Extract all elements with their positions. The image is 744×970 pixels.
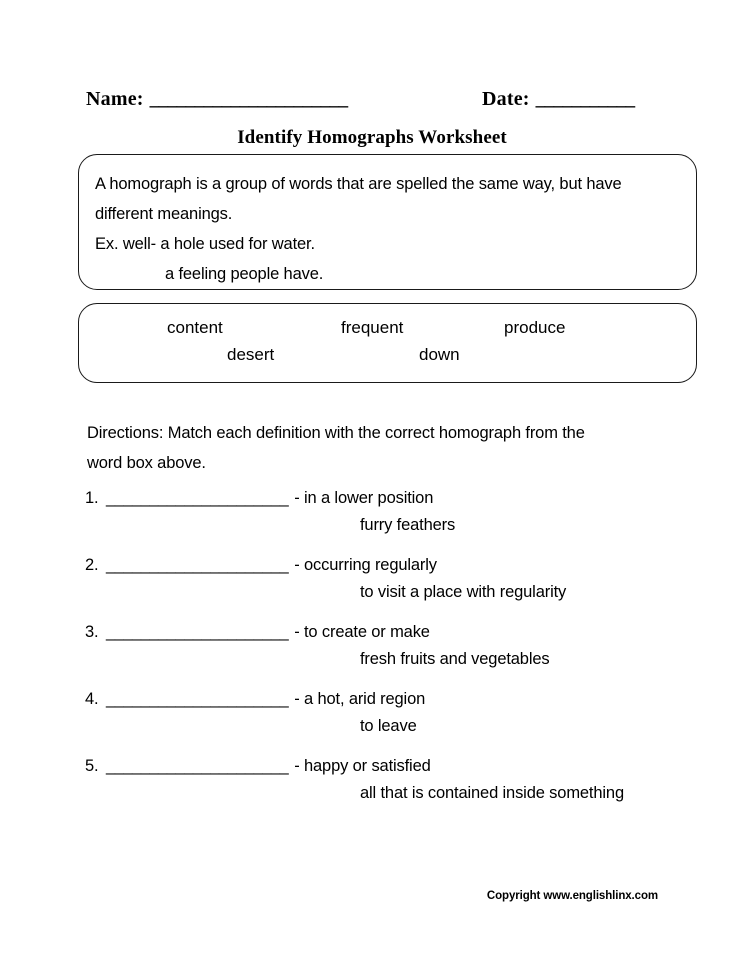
question-definition-primary: - happy or satisfied (294, 757, 431, 775)
name-label: Name: (86, 88, 144, 110)
question-line-primary (85, 553, 437, 577)
answer-blank[interactable]: _____________________ (106, 690, 289, 708)
name-field[interactable] (86, 88, 348, 111)
question-item (85, 620, 705, 687)
question-definition-primary: - to create or make (294, 623, 430, 641)
question-item (85, 754, 705, 821)
copyright-footer: Copyright www.englishlinx.com (486, 890, 658, 902)
word-bank-word-content: content (167, 318, 223, 337)
directions-text (87, 418, 667, 478)
date-blank[interactable]: ___________ (535, 89, 635, 110)
page-title: Identify Homographs Worksheet (237, 127, 507, 148)
question-line-primary (85, 687, 425, 711)
question-definition-secondary: fresh fruits and vegetables (360, 650, 550, 668)
question-list (85, 486, 705, 821)
question-definition-secondary: all that is contained inside something (360, 784, 624, 802)
question-number: 4. (85, 690, 99, 708)
question-definition-secondary: furry feathers (360, 516, 456, 534)
question-line-primary (85, 620, 430, 644)
question-line-primary (85, 486, 433, 510)
name-date-row (86, 88, 666, 112)
date-label: Date: (482, 88, 530, 110)
name-blank[interactable]: ______________________ (149, 89, 348, 110)
question-definition-secondary: to leave (360, 717, 417, 735)
word-bank-word-produce: produce (504, 318, 566, 337)
question-item (85, 486, 705, 553)
definition-example-line-2: a feeling people have. (165, 265, 324, 283)
answer-blank[interactable]: _____________________ (106, 556, 289, 574)
question-item (85, 553, 705, 620)
word-bank-word-desert: desert (227, 345, 275, 364)
definition-line-2: different meanings. (95, 205, 233, 223)
word-bank-box (78, 303, 697, 383)
answer-blank[interactable]: _____________________ (106, 757, 289, 775)
date-field[interactable] (482, 88, 635, 111)
definition-line-1: A homograph is a group of words that are spelled the same way, but have (95, 175, 622, 193)
question-number: 3. (85, 623, 99, 641)
question-line-primary (85, 754, 431, 778)
word-bank-word-down: down (419, 345, 460, 364)
question-definition-primary: - occurring regularly (294, 556, 437, 574)
definition-box (78, 154, 697, 290)
question-definition-primary: - a hot, arid region (294, 690, 426, 708)
question-item (85, 687, 705, 754)
question-number: 5. (85, 757, 99, 775)
answer-blank[interactable]: _____________________ (106, 623, 289, 641)
directions-line-2: word box above. (87, 454, 206, 472)
definition-example-line-1: Ex. well- a hole used for water. (95, 235, 315, 253)
question-number: 2. (85, 556, 99, 574)
answer-blank[interactable]: _____________________ (106, 489, 289, 507)
question-definition-secondary: to visit a place with regularity (360, 583, 567, 601)
question-number: 1. (85, 489, 99, 507)
definition-text (95, 169, 683, 289)
question-definition-primary: - in a lower position (294, 489, 434, 507)
word-bank-word-frequent: frequent (341, 318, 404, 337)
directions-line-1: Directions: Match each definition with the correct homograph from the (87, 424, 585, 442)
